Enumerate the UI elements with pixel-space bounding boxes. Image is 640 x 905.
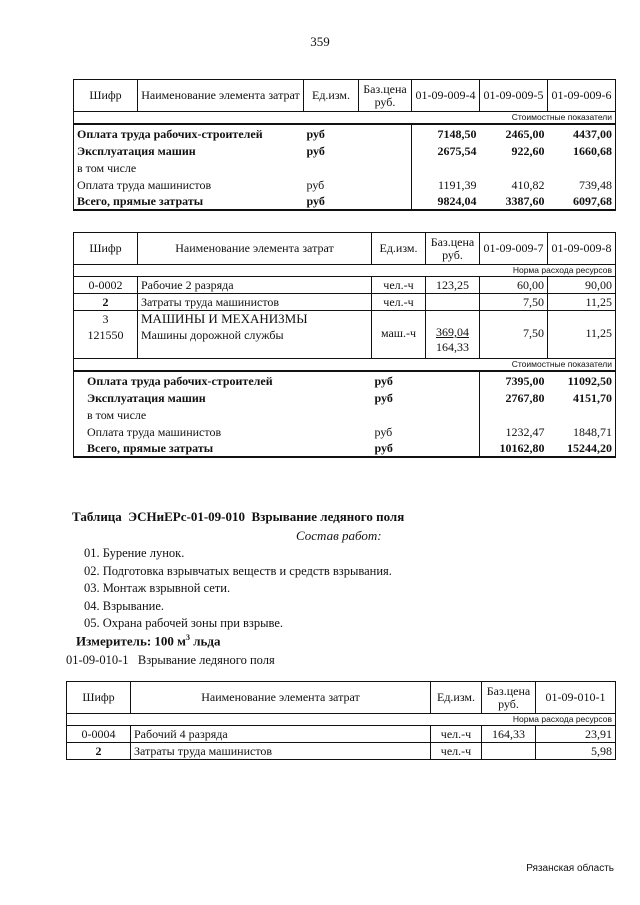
resource-table-3 xyxy=(66,681,616,760)
header-price: Баз.цена руб. xyxy=(426,233,480,265)
meter-label: Измеритель: 100 $м^3$ льда xyxy=(76,633,221,649)
resource-name: Затраты труда машинистов xyxy=(131,743,431,760)
resource-code: 3 xyxy=(102,312,109,326)
header-name: Наименование элемента затрат xyxy=(131,682,431,714)
header-name: Наименование элемента затрат xyxy=(138,233,372,265)
cost-row-value: 1848,71 xyxy=(548,423,616,440)
header-code: Шифр xyxy=(74,233,138,265)
footer-region: Рязанская область xyxy=(526,863,614,874)
resource-unit: чел.-ч xyxy=(372,294,426,311)
cost-row-value: 11092,50 xyxy=(548,371,616,389)
cost-row-name: в том числе xyxy=(74,159,304,176)
header-col-1: 01-09-009-7 xyxy=(480,233,548,265)
resource-unit: чел.-ч xyxy=(372,277,426,294)
cost-row-value: 6097,68 xyxy=(548,193,616,210)
resource-price: 123,25 xyxy=(426,277,480,294)
resource-value: 5,98 xyxy=(536,743,616,760)
cost-row-unit: руб xyxy=(372,440,426,457)
resource-name: Рабочие 2 разряда xyxy=(138,277,372,294)
header-col-3: 01-09-009-6 xyxy=(548,80,616,112)
cost-row-name: Эксплуатация машин xyxy=(74,389,372,406)
cost-table-1 xyxy=(73,79,616,211)
header-col-1: 01-09-009-4 xyxy=(412,80,480,112)
header-price: Баз.цена руб. xyxy=(482,682,536,714)
resource-price: 164,33 xyxy=(482,726,536,743)
resource-price-secondary: 164,33 xyxy=(436,340,469,354)
header-col-2: 01-09-009-5 xyxy=(480,80,548,112)
resource-code: 121550 xyxy=(87,328,124,342)
resource-group-name: МАШИНЫ И МЕХАНИЗМЫ xyxy=(141,311,308,326)
header-unit: Ед.изм. xyxy=(372,233,426,265)
cost-row-value: 1191,39 xyxy=(437,177,477,192)
resource-unit: маш.-ч xyxy=(372,311,426,359)
cost-row-name: Оплата труда машинистов xyxy=(74,176,304,193)
item-title: 01-09-010-1 Взрывание ледяного поля xyxy=(66,653,275,667)
works-list-item: 02. Подготовка взрывчатых веществ и средств взрывания. xyxy=(84,563,392,578)
works-list-item: 03. Монтаж взрывной сети. xyxy=(84,581,231,596)
subheader-cost: Стоимостные показатели xyxy=(74,112,616,125)
cost-row-unit: руб xyxy=(306,143,325,158)
resource-value: 90,00 xyxy=(548,277,616,294)
works-title: Состав работ: xyxy=(296,528,382,543)
resource-table-2 xyxy=(73,232,616,458)
cost-row-value: 9824,04 xyxy=(412,193,480,210)
cost-row-unit: руб xyxy=(374,424,393,439)
page-number: 359 xyxy=(310,34,330,49)
cost-row-value: 2675,54 xyxy=(437,143,477,158)
resource-value: 7,50 xyxy=(480,311,548,359)
resource-code: 0-0002 xyxy=(74,277,138,294)
cost-row-name: Всего, прямые затраты xyxy=(74,193,304,210)
resource-value: 60,00 xyxy=(480,277,548,294)
cost-row-value: 4437,00 xyxy=(548,124,616,142)
subheader-norm: Норма расхода ресурсов xyxy=(67,714,616,726)
cost-row-name: Оплата труда рабочих-строителей xyxy=(74,124,304,142)
resource-price: 369,04 xyxy=(436,325,469,339)
cost-row-value: 1232,47 xyxy=(505,424,545,439)
cost-row-unit: руб xyxy=(306,177,325,192)
cost-row-unit: руб xyxy=(304,124,359,142)
resource-name: Машины дорожной службы xyxy=(141,328,284,342)
cost-row-name: Эксплуатация машин xyxy=(74,142,304,159)
cost-row-value: 922,60 xyxy=(511,143,545,158)
header-price: Баз.цена руб. xyxy=(359,80,412,112)
header-unit: Ед.изм. xyxy=(431,682,482,714)
header-col-2: 01-09-009-8 xyxy=(548,233,616,265)
cost-row-value: 410,82 xyxy=(511,177,545,192)
resource-code: 2 xyxy=(74,294,138,311)
resource-value: 7,50 xyxy=(480,294,548,311)
resource-name: Затраты труда машинистов xyxy=(138,294,372,311)
works-list-item: 01. Бурение лунок. xyxy=(84,546,185,560)
works-list xyxy=(84,545,392,633)
cost-row-value: 15244,20 xyxy=(548,440,616,457)
resource-unit: чел.-ч xyxy=(431,726,482,743)
cost-row-name: Оплата труда машинистов xyxy=(74,423,372,440)
header-col-1: 01-09-010-1 xyxy=(536,682,616,714)
cost-row-value: 3387,60 xyxy=(480,193,548,210)
works-list-item: 05. Охрана рабочей зоны при взрыве. xyxy=(84,616,283,631)
cost-row-unit: руб xyxy=(304,193,359,210)
resource-code: 0-0004 xyxy=(67,726,131,743)
cost-row-value: 2767,80 xyxy=(505,390,545,405)
resource-unit: чел.-ч xyxy=(431,743,482,760)
cost-row-value: 4151,70 xyxy=(548,389,616,406)
cost-row-value: 1660,68 xyxy=(548,142,616,159)
works-list-item: 04. Взрывание. xyxy=(84,598,165,613)
section-title: Таблица ЭСНиЕРс-01-09-010 Взрывание ледяного поля xyxy=(72,509,405,524)
subheader-cost: Стоимостные показатели xyxy=(74,359,616,372)
cost-row-value: 2465,00 xyxy=(480,124,548,142)
cost-row-value: 10162,80 xyxy=(480,440,548,457)
resource-value: 23,91 xyxy=(536,726,616,743)
resource-name: Рабочий 4 разряда xyxy=(131,726,431,743)
resource-value: 11,25 xyxy=(548,294,616,311)
cost-row-value: 739,48 xyxy=(548,176,616,193)
resource-code: 2 xyxy=(67,743,131,760)
cost-row-unit: руб xyxy=(372,371,426,389)
cost-row-name: Всего, прямые затраты xyxy=(74,440,372,457)
resource-value: 11,25 xyxy=(548,311,616,359)
cost-row-name: Оплата труда рабочих-строителей xyxy=(74,371,372,389)
cost-row-value: 7148,50 xyxy=(412,124,480,142)
cost-row-name: в том числе xyxy=(74,406,372,423)
header-code: Шифр xyxy=(74,80,138,112)
header-unit: Ед.изм. xyxy=(304,80,359,112)
subheader-norm: Норма расхода ресурсов xyxy=(74,265,616,277)
cost-row-value: 7395,00 xyxy=(480,371,548,389)
cost-row-unit: руб xyxy=(374,390,393,405)
header-code: Шифр xyxy=(67,682,131,714)
header-name: Наименование элемента затрат xyxy=(138,80,304,112)
